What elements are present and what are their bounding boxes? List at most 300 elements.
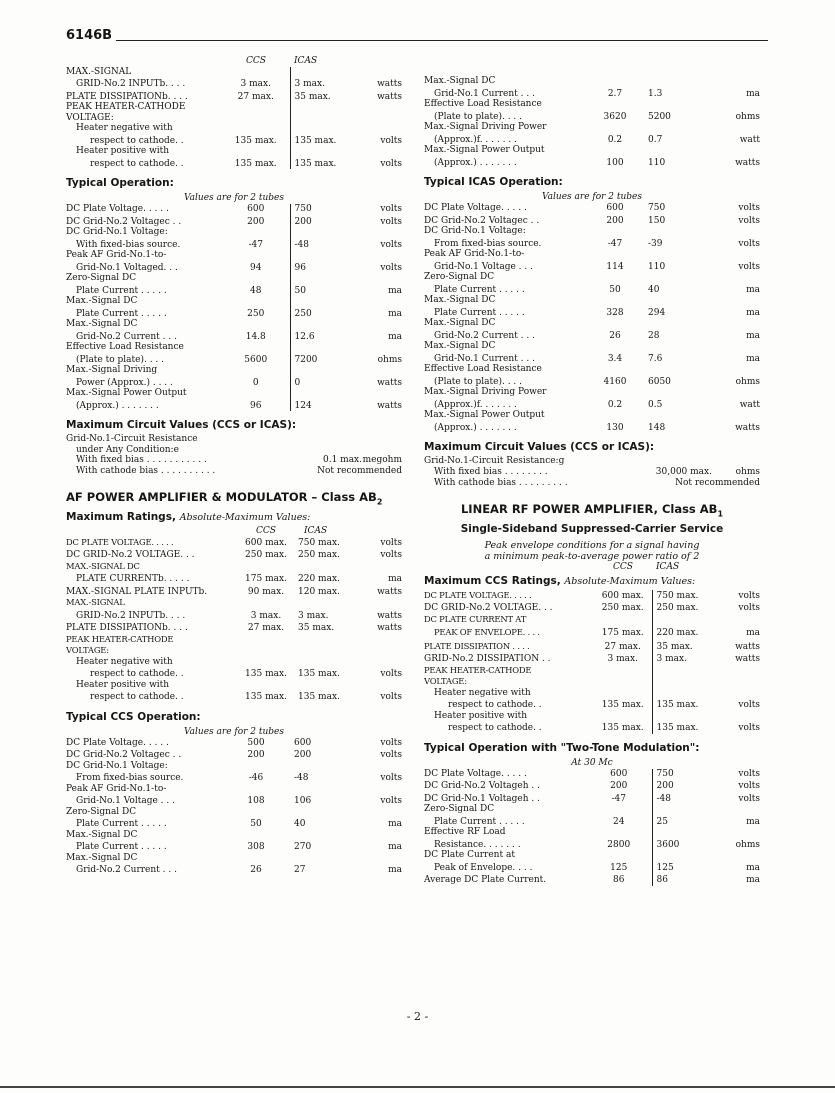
value-ccs: 3 max. xyxy=(250,610,282,621)
value-ccs xyxy=(238,657,294,668)
row-label: Effective Load Resistance xyxy=(66,342,184,352)
value-ccs xyxy=(586,145,644,156)
value-ccs xyxy=(222,227,290,238)
mcv-line-2: under Any Condition:e xyxy=(76,444,179,455)
spec-row xyxy=(66,365,402,376)
unit: watts xyxy=(377,79,402,89)
spec-row xyxy=(424,779,760,792)
value-icas: 750 xyxy=(290,204,352,215)
rf-note-1: Peak envelope conditions for a signal having xyxy=(484,540,700,552)
value-ccs: 135 max. xyxy=(601,700,644,711)
unit: ma xyxy=(746,628,760,639)
value-ccs xyxy=(586,804,652,815)
row-label: Max.-Signal DC xyxy=(66,829,138,840)
value-icas: 7200 xyxy=(290,353,352,366)
spec-row xyxy=(66,572,402,585)
value-ccs: 600 max. xyxy=(601,590,644,601)
unit xyxy=(352,761,402,772)
value-ccs xyxy=(594,665,652,677)
row-label: DC Grid-No.2 Voltagec . . xyxy=(66,216,182,227)
value-icas: 250 max. xyxy=(652,601,716,614)
spec-row xyxy=(424,352,760,365)
row-label: respect to cathode. . xyxy=(90,692,184,703)
row-label: VOLTAGE: xyxy=(66,112,114,123)
row-label: Zero-Signal DC xyxy=(424,804,495,815)
value-ccs xyxy=(586,850,652,861)
spec-row xyxy=(424,203,760,214)
spec-row xyxy=(66,146,402,157)
row-label: respect to cathode. . xyxy=(90,135,184,146)
spec-row xyxy=(424,341,760,352)
unit: volts xyxy=(738,590,760,601)
value-icas xyxy=(290,227,352,238)
value-ccs: 90 max. xyxy=(247,586,285,597)
spec-row xyxy=(66,738,402,749)
unit: ma xyxy=(388,865,402,876)
value-icas xyxy=(644,122,716,133)
unit xyxy=(716,676,760,688)
value-ccs: 250 max. xyxy=(601,603,644,614)
mcv-value: Not recommended xyxy=(317,465,402,476)
spec-row xyxy=(66,794,402,807)
unit: ma xyxy=(746,284,760,295)
row-label: Max.-Signal Driving Power xyxy=(424,387,547,397)
two-tone-note: At 30 Mc xyxy=(571,757,613,768)
unit: ohms xyxy=(735,839,760,850)
spec-row xyxy=(66,376,402,389)
unit: ma xyxy=(746,330,760,341)
value-ccs: 3 max. xyxy=(240,79,271,89)
value-icas xyxy=(652,711,716,722)
spec-row xyxy=(66,342,402,353)
row-label: Max.-Signal Power Output xyxy=(424,410,545,420)
icas-table xyxy=(424,203,760,433)
row-label: Grid-No.1 Voltage . . . xyxy=(76,796,175,807)
unit: volts xyxy=(738,781,760,792)
value-ccs: 135 max. xyxy=(245,669,287,680)
unit: volts xyxy=(380,737,402,748)
row-label: Resistance. . . . . . . xyxy=(434,839,521,850)
value-ccs: 26 xyxy=(609,330,621,341)
spec-row xyxy=(66,585,402,598)
spec-row xyxy=(66,319,402,330)
unit: ma xyxy=(388,285,402,296)
spec-row xyxy=(424,237,760,250)
spec-row xyxy=(424,711,760,722)
row-label: Max.-Signal DC xyxy=(424,76,496,86)
spec-row xyxy=(424,295,760,306)
value-ccs: -47 xyxy=(607,238,623,249)
value-ccs: 175 max. xyxy=(601,628,644,639)
header-rule xyxy=(116,40,768,41)
unit xyxy=(716,318,760,329)
spec-row xyxy=(424,792,760,805)
row-label: Heater positive with xyxy=(434,710,528,721)
spec-row xyxy=(424,375,760,388)
row-label: Plate Current . . . . . xyxy=(434,307,525,318)
value-ccs xyxy=(586,318,644,329)
spec-row xyxy=(424,410,760,421)
value-icas: 750 xyxy=(648,203,666,213)
value-ccs: 308 xyxy=(247,842,265,853)
value-ccs: 48 xyxy=(250,285,262,296)
value-icas: 50 xyxy=(290,284,352,297)
spec-row xyxy=(66,657,402,668)
value-ccs: 27 max. xyxy=(247,623,285,634)
value-ccs: 0.2 xyxy=(607,399,623,410)
unit: ma xyxy=(388,819,402,830)
spec-row xyxy=(66,388,402,399)
value-ccs: 200 xyxy=(247,750,265,761)
unit: watt xyxy=(739,134,760,145)
value-ccs xyxy=(586,341,644,352)
value-ccs xyxy=(586,249,644,260)
unit xyxy=(716,804,760,815)
unit: watts xyxy=(377,400,402,411)
value-icas: 200 xyxy=(294,750,312,761)
unit xyxy=(352,853,402,864)
spec-row xyxy=(424,665,760,677)
spec-row xyxy=(66,690,402,703)
mcv-value: Not recommended xyxy=(675,477,760,488)
spec-row xyxy=(424,639,760,653)
value-ccs: 96 xyxy=(250,400,262,411)
spec-row xyxy=(66,748,402,761)
value-ccs: 0.2 xyxy=(607,134,623,145)
row-label: Effective Load Resistance xyxy=(424,364,542,374)
value-icas: 106 xyxy=(294,796,312,807)
unit xyxy=(716,99,760,110)
spec-row xyxy=(424,398,760,411)
spec-row xyxy=(66,399,402,412)
row-label: Grid-No.1 Current . . . xyxy=(434,88,535,99)
value-ccs: 94 xyxy=(250,262,262,273)
value-ccs: 200 xyxy=(247,216,265,227)
row-label: DC Grid-No.2 Voltageh . . xyxy=(424,781,540,792)
unit: volts xyxy=(738,700,760,711)
row-label: DC GRID-No.2 VOLTAGE. . . xyxy=(66,550,195,561)
spec-row xyxy=(66,113,402,124)
spec-row xyxy=(424,283,760,296)
row-label: GRID-No.2 INPUTb. . . . xyxy=(76,610,186,621)
spec-row xyxy=(424,804,760,815)
spec-row xyxy=(66,537,402,549)
value-ccs: 600 xyxy=(247,204,265,214)
spec-row xyxy=(424,87,760,100)
value-ccs: 3 max. xyxy=(607,654,638,665)
value-icas: 750 xyxy=(652,769,716,780)
row-label: Effective RF Load xyxy=(424,827,506,838)
value-icas: 3 max. xyxy=(652,652,716,665)
unit: ma xyxy=(746,862,760,873)
row-label: PLATE DISSIPATION . . . . xyxy=(424,640,530,651)
spec-row xyxy=(66,204,402,215)
unit: ma xyxy=(746,816,760,827)
unit: volts xyxy=(380,796,402,807)
spec-row xyxy=(424,272,760,283)
value-icas xyxy=(290,113,352,124)
unit: volts xyxy=(380,692,402,703)
value-icas xyxy=(294,657,352,668)
unit: volts xyxy=(380,135,402,146)
row-label: Max.-Signal Driving xyxy=(66,365,158,375)
spec-row xyxy=(66,621,402,634)
row-label: PEAK OF ENVELOPE. . . . xyxy=(434,627,540,638)
unit: ma xyxy=(388,842,402,853)
icas-operation-note: Values are for 2 tubes xyxy=(542,192,642,202)
value-ccs: 200 xyxy=(606,215,624,226)
af-typical-note: Values are for 2 tubes xyxy=(184,726,284,737)
value-icas: 750 max. xyxy=(652,590,716,602)
unit xyxy=(352,113,402,124)
value-icas xyxy=(644,272,716,283)
value-ccs xyxy=(238,634,294,646)
mcv-unit: megohm xyxy=(362,455,402,465)
spec-row xyxy=(424,861,760,874)
value-ccs xyxy=(222,250,290,261)
row-label: Average DC Plate Current. xyxy=(424,875,547,886)
spec-row xyxy=(66,238,402,251)
value-ccs xyxy=(594,676,652,688)
rf-max-ratings-title: Maximum CCS Ratings, Absolute-Maximum Values: xyxy=(424,574,696,587)
spec-row xyxy=(424,698,760,711)
two-tone-table xyxy=(424,769,760,886)
value-icas: 5200 xyxy=(648,111,671,122)
af-max-ratings-title: Maximum Ratings, Absolute-Maximum Values: xyxy=(66,511,311,524)
spec-row xyxy=(424,329,760,342)
value-icas: 0.7 xyxy=(648,134,663,145)
spec-row xyxy=(424,721,760,734)
mcv-value: 30,000 max. xyxy=(655,467,712,477)
value-ccs: 250 xyxy=(247,308,265,319)
value-icas: 200 xyxy=(652,779,716,792)
value-icas: -39 xyxy=(648,238,663,249)
value-ccs: 2800 xyxy=(607,839,631,850)
value-ccs xyxy=(586,295,644,306)
row-label: MAX.-SIGNAL xyxy=(66,597,125,608)
af-ratings-table xyxy=(66,526,402,703)
value-ccs: 4160 xyxy=(603,376,627,387)
value-ccs xyxy=(222,388,290,399)
row-label: DC Plate Voltage. . . . . xyxy=(424,768,527,779)
spec-row xyxy=(424,76,760,87)
value-ccs: 135 max. xyxy=(234,158,277,169)
row-label: Grid-No.2 Current . . . xyxy=(76,331,177,342)
spec-row xyxy=(66,597,402,609)
row-label: Grid-No.1 Current . . . xyxy=(434,353,535,364)
value-ccs xyxy=(586,827,652,838)
value-icas xyxy=(290,123,352,134)
row-label: DC Grid-No.1 Voltage: xyxy=(66,227,168,237)
spec-row xyxy=(424,364,760,375)
unit xyxy=(352,597,402,609)
rf-ratings-table xyxy=(424,590,760,734)
value-icas: 270 xyxy=(294,842,312,853)
spec-row xyxy=(66,645,402,657)
value-ccs xyxy=(222,830,290,841)
value-icas: 6050 xyxy=(648,376,671,387)
right-mcv-line: Grid-No.1-Circuit Resistance:g xyxy=(424,456,565,466)
right-top-table xyxy=(424,76,760,168)
value-ccs xyxy=(222,853,290,864)
unit: volts xyxy=(380,239,402,250)
value-ccs: 600 xyxy=(606,203,624,213)
max-circuit-values-title: Maximum Circuit Values (CCS or ICAS): xyxy=(66,419,297,431)
value-ccs: 114 xyxy=(606,261,624,272)
spec-row xyxy=(66,353,402,366)
unit xyxy=(716,827,760,838)
right-column xyxy=(424,76,760,886)
spec-row xyxy=(66,609,402,622)
row-label: PEAK HEATER-CATHODE xyxy=(66,102,186,112)
unit xyxy=(352,388,402,399)
row-label: Max.-Signal DC xyxy=(424,318,496,328)
value-icas: -48 xyxy=(294,773,309,784)
value-icas: 120 max. xyxy=(298,586,340,597)
row-label: Heater negative with xyxy=(434,687,531,698)
row-label: DC Grid-No.1 Voltageh . . xyxy=(424,793,540,804)
value-ccs: 135 max. xyxy=(601,723,644,734)
value-icas xyxy=(290,388,352,399)
value-icas xyxy=(644,99,716,110)
unit xyxy=(352,146,402,157)
spec-row xyxy=(66,830,402,841)
spec-row xyxy=(66,634,402,646)
af-typical-table xyxy=(66,738,402,876)
value-icas xyxy=(644,318,716,329)
value-icas: 135 max. xyxy=(298,669,340,680)
row-label: DC Plate Voltage. . . . . xyxy=(66,737,169,748)
value-icas xyxy=(290,365,352,376)
row-label: Peak of Envelope. . . . xyxy=(434,862,533,873)
row-label: Max.-Signal Driving Power xyxy=(424,122,547,132)
row-label: VOLTAGE: xyxy=(66,645,109,656)
row-label: Max.-Signal DC xyxy=(424,341,496,351)
row-label: (Approx.) . . . . . . . xyxy=(434,157,517,168)
value-ccs: 2.7 xyxy=(607,88,623,99)
unit: watts xyxy=(377,377,402,388)
part-number: 6146B xyxy=(66,28,113,43)
unit: volts xyxy=(738,215,760,226)
row-label: Peak AF Grid-No.1-to- xyxy=(66,783,167,794)
unit: ma xyxy=(746,307,760,318)
row-label: DC Grid-No.1 Voltage: xyxy=(424,226,526,236)
row-label: Grid-No.2 Current . . . xyxy=(76,865,177,876)
row-label: Grid-No.2 Current . . . xyxy=(434,330,535,341)
row-label: DC PLATE VOLTAGE. . . . . xyxy=(66,536,174,547)
row-label: respect to cathode. . xyxy=(448,723,542,734)
unit: ohms xyxy=(735,111,760,122)
value-icas: 0.5 xyxy=(648,399,663,410)
unit: ma xyxy=(746,875,760,886)
value-icas: 3600 xyxy=(652,838,716,851)
value-ccs: 3620 xyxy=(603,111,627,122)
value-ccs xyxy=(222,146,290,157)
unit xyxy=(352,123,402,134)
value-ccs: 5600 xyxy=(244,354,268,365)
row-label: (Plate to plate). . . . xyxy=(434,111,522,122)
value-icas: 135 max. xyxy=(290,134,352,147)
spec-row xyxy=(424,99,760,110)
value-ccs: 24 xyxy=(613,816,625,827)
mcv-label: With fixed bias . . . . . . . . . . . xyxy=(76,455,207,465)
value-ccs xyxy=(222,296,290,307)
spec-row xyxy=(424,769,760,780)
spec-row xyxy=(424,676,760,688)
unit xyxy=(716,688,760,699)
row-label: DC PLATE VOLTAGE. . . . . xyxy=(424,589,532,600)
value-icas: 110 xyxy=(648,261,666,272)
spec-row xyxy=(66,784,402,795)
mcv-unit: ohms xyxy=(735,467,760,477)
row-label: DC Grid-No.2 Voltagec . . xyxy=(424,215,540,226)
spec-row xyxy=(66,90,402,103)
value-ccs xyxy=(222,761,290,772)
row-label: Heater negative with xyxy=(76,656,173,667)
value-ccs xyxy=(594,688,652,699)
value-ccs xyxy=(586,387,644,398)
value-icas xyxy=(644,76,716,87)
row-label: (Plate to plate). . . . xyxy=(434,376,522,387)
value-icas: 250 max. xyxy=(298,550,340,561)
row-label: From fixed-bias source. xyxy=(434,238,542,249)
rf-section-title: LINEAR RF POWER AMPLIFIER, Class $AB_1$ xyxy=(460,502,724,519)
row-label: Zero-Signal DC xyxy=(424,272,495,282)
row-label: (Approx.)f. . . . . . . xyxy=(434,134,517,145)
left-top-table xyxy=(66,56,402,169)
right-mcv-table xyxy=(424,467,760,488)
value-ccs xyxy=(222,365,290,376)
spec-row xyxy=(66,227,402,238)
value-icas xyxy=(652,804,716,815)
unit: ma xyxy=(746,353,760,364)
value-ccs: 200 xyxy=(610,781,628,792)
spec-row xyxy=(66,102,402,113)
spec-row xyxy=(424,652,760,665)
row-label: Heater positive with xyxy=(76,146,170,156)
value-icas xyxy=(290,342,352,353)
spec-row xyxy=(424,838,760,851)
value-ccs: -46 xyxy=(248,773,264,784)
unit xyxy=(716,272,760,283)
col-header-ccs: CCS xyxy=(246,56,266,66)
value-icas: 35 max. xyxy=(298,623,335,634)
unit xyxy=(352,342,402,353)
unit: volts xyxy=(738,238,760,249)
unit xyxy=(352,250,402,261)
value-icas: 135 max. xyxy=(298,692,340,703)
unit: watts xyxy=(735,422,760,433)
value-ccs: 600 xyxy=(610,768,628,779)
value-icas: 0 xyxy=(290,376,352,389)
row-label: Grid-No.1 Voltaged. . . xyxy=(76,262,178,273)
value-icas xyxy=(652,614,716,626)
unit: watts xyxy=(377,610,402,621)
row-label: With fixed-bias source. xyxy=(76,239,181,250)
value-icas xyxy=(652,850,716,861)
value-ccs xyxy=(238,561,294,573)
value-icas: 3 max. xyxy=(298,610,329,621)
unit xyxy=(352,807,402,818)
value-icas: 135 max. xyxy=(290,157,352,170)
spec-row xyxy=(424,249,760,260)
unit: ohms xyxy=(377,354,402,365)
value-icas: 125 xyxy=(652,861,716,874)
row-label: MAX.-SIGNAL PLATE INPUTb. xyxy=(66,586,208,597)
spec-row xyxy=(424,590,760,602)
unit: volts xyxy=(738,203,760,213)
value-icas xyxy=(644,145,716,156)
